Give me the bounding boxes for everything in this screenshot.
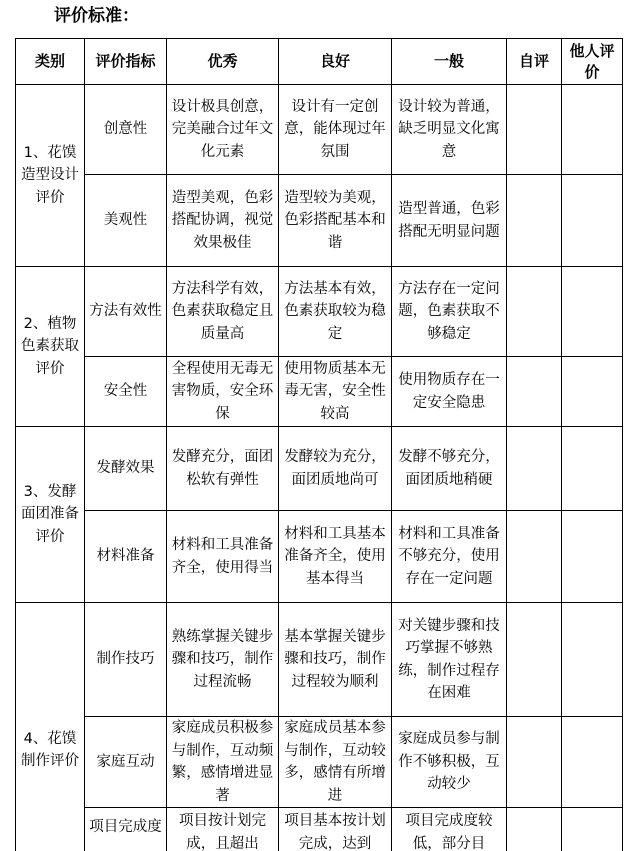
peer-eval-cell[interactable] (562, 85, 623, 175)
self-eval-cell[interactable] (507, 427, 562, 511)
excellent-criteria-cell: 方法科学有效，色素获取稳定且质量高 (167, 267, 279, 357)
peer-eval-cell[interactable] (562, 511, 623, 603)
self-eval-cell[interactable] (507, 511, 562, 603)
header-peer-eval: 他人评价 (562, 39, 623, 85)
indicator-cell: 项目完成度 (85, 808, 167, 851)
self-eval-cell[interactable] (507, 603, 562, 717)
peer-eval-cell[interactable] (562, 357, 623, 427)
good-criteria-cell: 方法基本有效，色素获取较为稳定 (279, 267, 392, 357)
table-row (16, 267, 623, 357)
indicator-cell: 制作技巧 (85, 603, 167, 717)
table-row (16, 85, 623, 175)
table-row (16, 603, 623, 717)
table-row (16, 808, 623, 851)
fair-criteria-cell: 项目完成度较低，部分目 (392, 808, 507, 851)
evaluation-table (15, 38, 623, 851)
excellent-criteria-cell: 家庭成员积极参与制作，互动频繁，感情增进显著 (167, 717, 279, 808)
excellent-criteria-cell: 设计极具创意，完美融合过年文化元素 (167, 85, 279, 175)
header-fair: 一般 (392, 39, 507, 85)
excellent-criteria-cell: 项目按计划完成，且超出 (167, 808, 279, 851)
header-good: 良好 (279, 39, 392, 85)
peer-eval-cell[interactable] (562, 603, 623, 717)
fair-criteria-cell: 造型普通，色彩搭配无明显问题 (392, 175, 507, 267)
indicator-cell: 家庭互动 (85, 717, 167, 808)
peer-eval-cell[interactable] (562, 175, 623, 267)
indicator-cell: 方法有效性 (85, 267, 167, 357)
indicator-cell: 材料准备 (85, 511, 167, 603)
self-eval-cell[interactable] (507, 175, 562, 267)
good-criteria-cell: 使用物质基本无毒无害，安全性较高 (279, 357, 392, 427)
category-cell: 4、花馍制作评价 (16, 603, 85, 851)
table-row (16, 175, 623, 267)
table-row (16, 357, 623, 427)
fair-criteria-cell: 材料和工具准备不够充分，使用存在一定问题 (392, 511, 507, 603)
fair-criteria-cell: 设计较为普通，缺乏明显文化寓意 (392, 85, 507, 175)
table-row (16, 717, 623, 808)
header-row (16, 39, 623, 85)
self-eval-cell[interactable] (507, 357, 562, 427)
self-eval-cell[interactable] (507, 808, 562, 851)
category-cell: 3、发酵面团准备评价 (16, 427, 85, 603)
table-row (16, 427, 623, 511)
fair-criteria-cell: 方法存在一定问题，色素获取不够稳定 (392, 267, 507, 357)
excellent-criteria-cell: 熟练掌握关键步骤和技巧，制作过程流畅 (167, 603, 279, 717)
excellent-criteria-cell: 造型美观，色彩搭配协调，视觉效果极佳 (167, 175, 279, 267)
header-self-eval: 自评 (507, 39, 562, 85)
table-row (16, 511, 623, 603)
self-eval-cell[interactable] (507, 267, 562, 357)
indicator-cell: 创意性 (85, 85, 167, 175)
indicator-cell: 美观性 (85, 175, 167, 267)
category-cell: 1、花馍造型设计评价 (16, 85, 85, 267)
good-criteria-cell: 家庭成员基本参与制作，互动较多，感情有所增进 (279, 717, 392, 808)
header-excellent: 优秀 (167, 39, 279, 85)
indicator-cell: 安全性 (85, 357, 167, 427)
fair-criteria-cell: 发酵不够充分，面团质地稍硬 (392, 427, 507, 511)
self-eval-cell[interactable] (507, 717, 562, 808)
fair-criteria-cell: 家庭成员参与制作不够积极，互动较少 (392, 717, 507, 808)
category-cell: 2、植物色素获取评价 (16, 267, 85, 427)
good-criteria-cell: 造型较为美观，色彩搭配基本和谐 (279, 175, 392, 267)
peer-eval-cell[interactable] (562, 427, 623, 511)
section-heading: 评价标准： (54, 6, 139, 26)
excellent-criteria-cell: 全程使用无毒无害物质，安全环保 (167, 357, 279, 427)
indicator-cell: 发酵效果 (85, 427, 167, 511)
peer-eval-cell[interactable] (562, 808, 623, 851)
peer-eval-cell[interactable] (562, 717, 623, 808)
fair-criteria-cell: 对关键步骤和技巧掌握不够熟练，制作过程存在困难 (392, 603, 507, 717)
peer-eval-cell[interactable] (562, 267, 623, 357)
excellent-criteria-cell: 发酵充分，面团松软有弹性 (167, 427, 279, 511)
good-criteria-cell: 设计有一定创意，能体现过年氛围 (279, 85, 392, 175)
header-indicator: 评价指标 (85, 39, 167, 85)
good-criteria-cell: 材料和工具基本准备齐全，使用基本得当 (279, 511, 392, 603)
excellent-criteria-cell: 材料和工具准备齐全，使用得当 (167, 511, 279, 603)
header-category: 类别 (16, 39, 85, 85)
fair-criteria-cell: 使用物质存在一定安全隐患 (392, 357, 507, 427)
good-criteria-cell: 项目基本按计划完成，达到 (279, 808, 392, 851)
good-criteria-cell: 基本掌握关键步骤和技巧，制作过程较为顺利 (279, 603, 392, 717)
good-criteria-cell: 发酵较为充分，面团质地尚可 (279, 427, 392, 511)
self-eval-cell[interactable] (507, 85, 562, 175)
